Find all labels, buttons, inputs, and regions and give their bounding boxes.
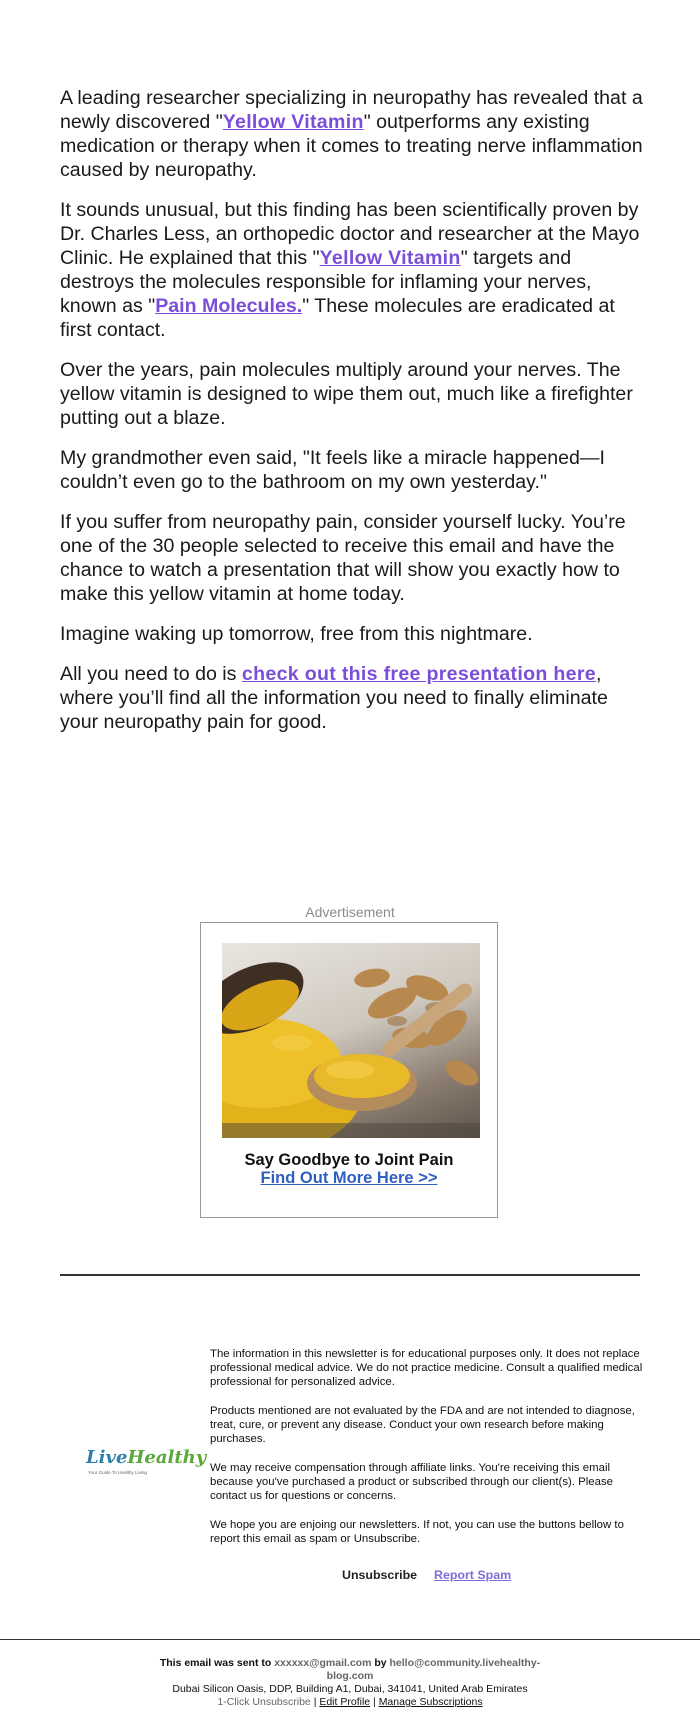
logo-tagline: Your Guide To Healthy Living (88, 1470, 147, 1475)
edit-profile-link[interactable]: Edit Profile (319, 1696, 371, 1708)
ad-headline: Say Goodbye to Joint Pain (244, 1151, 454, 1169)
footer-divider (0, 1639, 700, 1640)
article-paragraph: Over the years, pain molecules multiply around your nerves. The yellow vitamin is designed to wipe them out, much like a firefighter putting out a blaze. (60, 359, 633, 429)
yellow-vitamin-link[interactable]: Yellow Vitamin (319, 247, 461, 269)
article-paragraph: If you suffer from neuropathy pain, consider yourself lucky. You’re one of the 30 people selected to receive this email and have the chance to watch a presentation that will show you exactly how to make this yellow vitamin at home today. (60, 511, 626, 605)
yellow-vitamin-link[interactable]: Yellow Vitamin (222, 111, 364, 133)
article-paragraph: Imagine waking up tomorrow, free from this nightmare. (60, 623, 533, 645)
advertisement-banner[interactable] (200, 922, 498, 1218)
turmeric-powder-image[interactable] (222, 943, 480, 1138)
recipient-email: xxxxxx@gmail.com (274, 1657, 372, 1669)
unsubscribe-button[interactable]: Unsubscribe (342, 1568, 418, 1582)
article-paragraph: My grandmother even said, "It feels like a miracle happened—I couldn’t even go to the bathroom on my own yesterday." (60, 447, 605, 493)
disclaimer-paragraph: Products mentioned are not evaluated by the FDA and are not intended to diagnose, treat, cure, or prevent any disease. Conduct your own research before making purchases. (210, 1405, 635, 1445)
sender-email: hello@community.livehealthy-blog.com (326, 1657, 541, 1682)
article-paragraph: It sounds unusual, but this finding has been scientifically proven by Dr. Charles Less, an orthopedic doctor and researcher at the Mayo Clinic. He explained that this "Yellow Vitamin" targets and destroys the molecules responsible for inflaming your nerves, known as "Pain Molecules." These molecules are eradicated at first contact. (60, 199, 640, 341)
pain-molecules-link[interactable]: Pain Molecules. (155, 295, 303, 317)
manage-subscriptions-link[interactable]: Manage Subscriptions (378, 1696, 483, 1708)
disclaimer-block (210, 1347, 645, 1561)
article-paragraph: A leading researcher specializing in neuropathy has revealed that a newly discovered "Yellow Vitamin" outperforms any existing medication or therapy when it comes to treating nerve inflammation caused by neuropathy. (60, 87, 643, 181)
sender-address: Dubai Silicon Oasis, DDP, Building A1, Dubai, 341041, United Arab Emirates (172, 1683, 528, 1695)
section-divider (60, 1274, 640, 1276)
email-article-body (60, 86, 645, 750)
article-paragraph: All you need to do is check out this free presentation here, where you’ll find all the information you need to finally eliminate your neuropathy pain for good. (60, 663, 608, 733)
one-click-unsubscribe-link[interactable]: 1-Click Unsubscribe (217, 1696, 311, 1708)
ad-find-out-more-link[interactable]: Find Out More Here >> (260, 1169, 438, 1187)
livehealthy-logo: LiveHealthy Your Guide To Healthy Living (86, 1447, 207, 1475)
disclaimer-paragraph: We hope you are enjoing our newsletters. If not, you can use the buttons bellow to report this email as spam or Unsubscribe. (210, 1519, 624, 1545)
free-presentation-link[interactable]: check out this free presentation here (241, 663, 596, 685)
disclaimer-paragraph: We may receive compensation through affiliate links. You're receiving this email because you've purchased a product or subscribed through our client(s). Please contact us for questions or concerns. (210, 1462, 613, 1502)
report-spam-button[interactable]: Report Spam (434, 1568, 512, 1582)
disclaimer-paragraph: The information in this newsletter is for educational purposes only. It does not replace professional medical advice. We do not practice medicine. Consult a qualified medical professional for personalized advice. (210, 1348, 643, 1388)
advertisement-label: Advertisement (305, 904, 395, 920)
email-footer: This email was sent to xxxxxx@gmail.com by hello@community.livehealthy-blog.com Dubai Silicon Oasis, DDP, Building A1, Dubai, 341041, United Arab Emirates 1-Click Unsubscribe | Edit Profile | Manage Subscriptions (150, 1657, 550, 1709)
